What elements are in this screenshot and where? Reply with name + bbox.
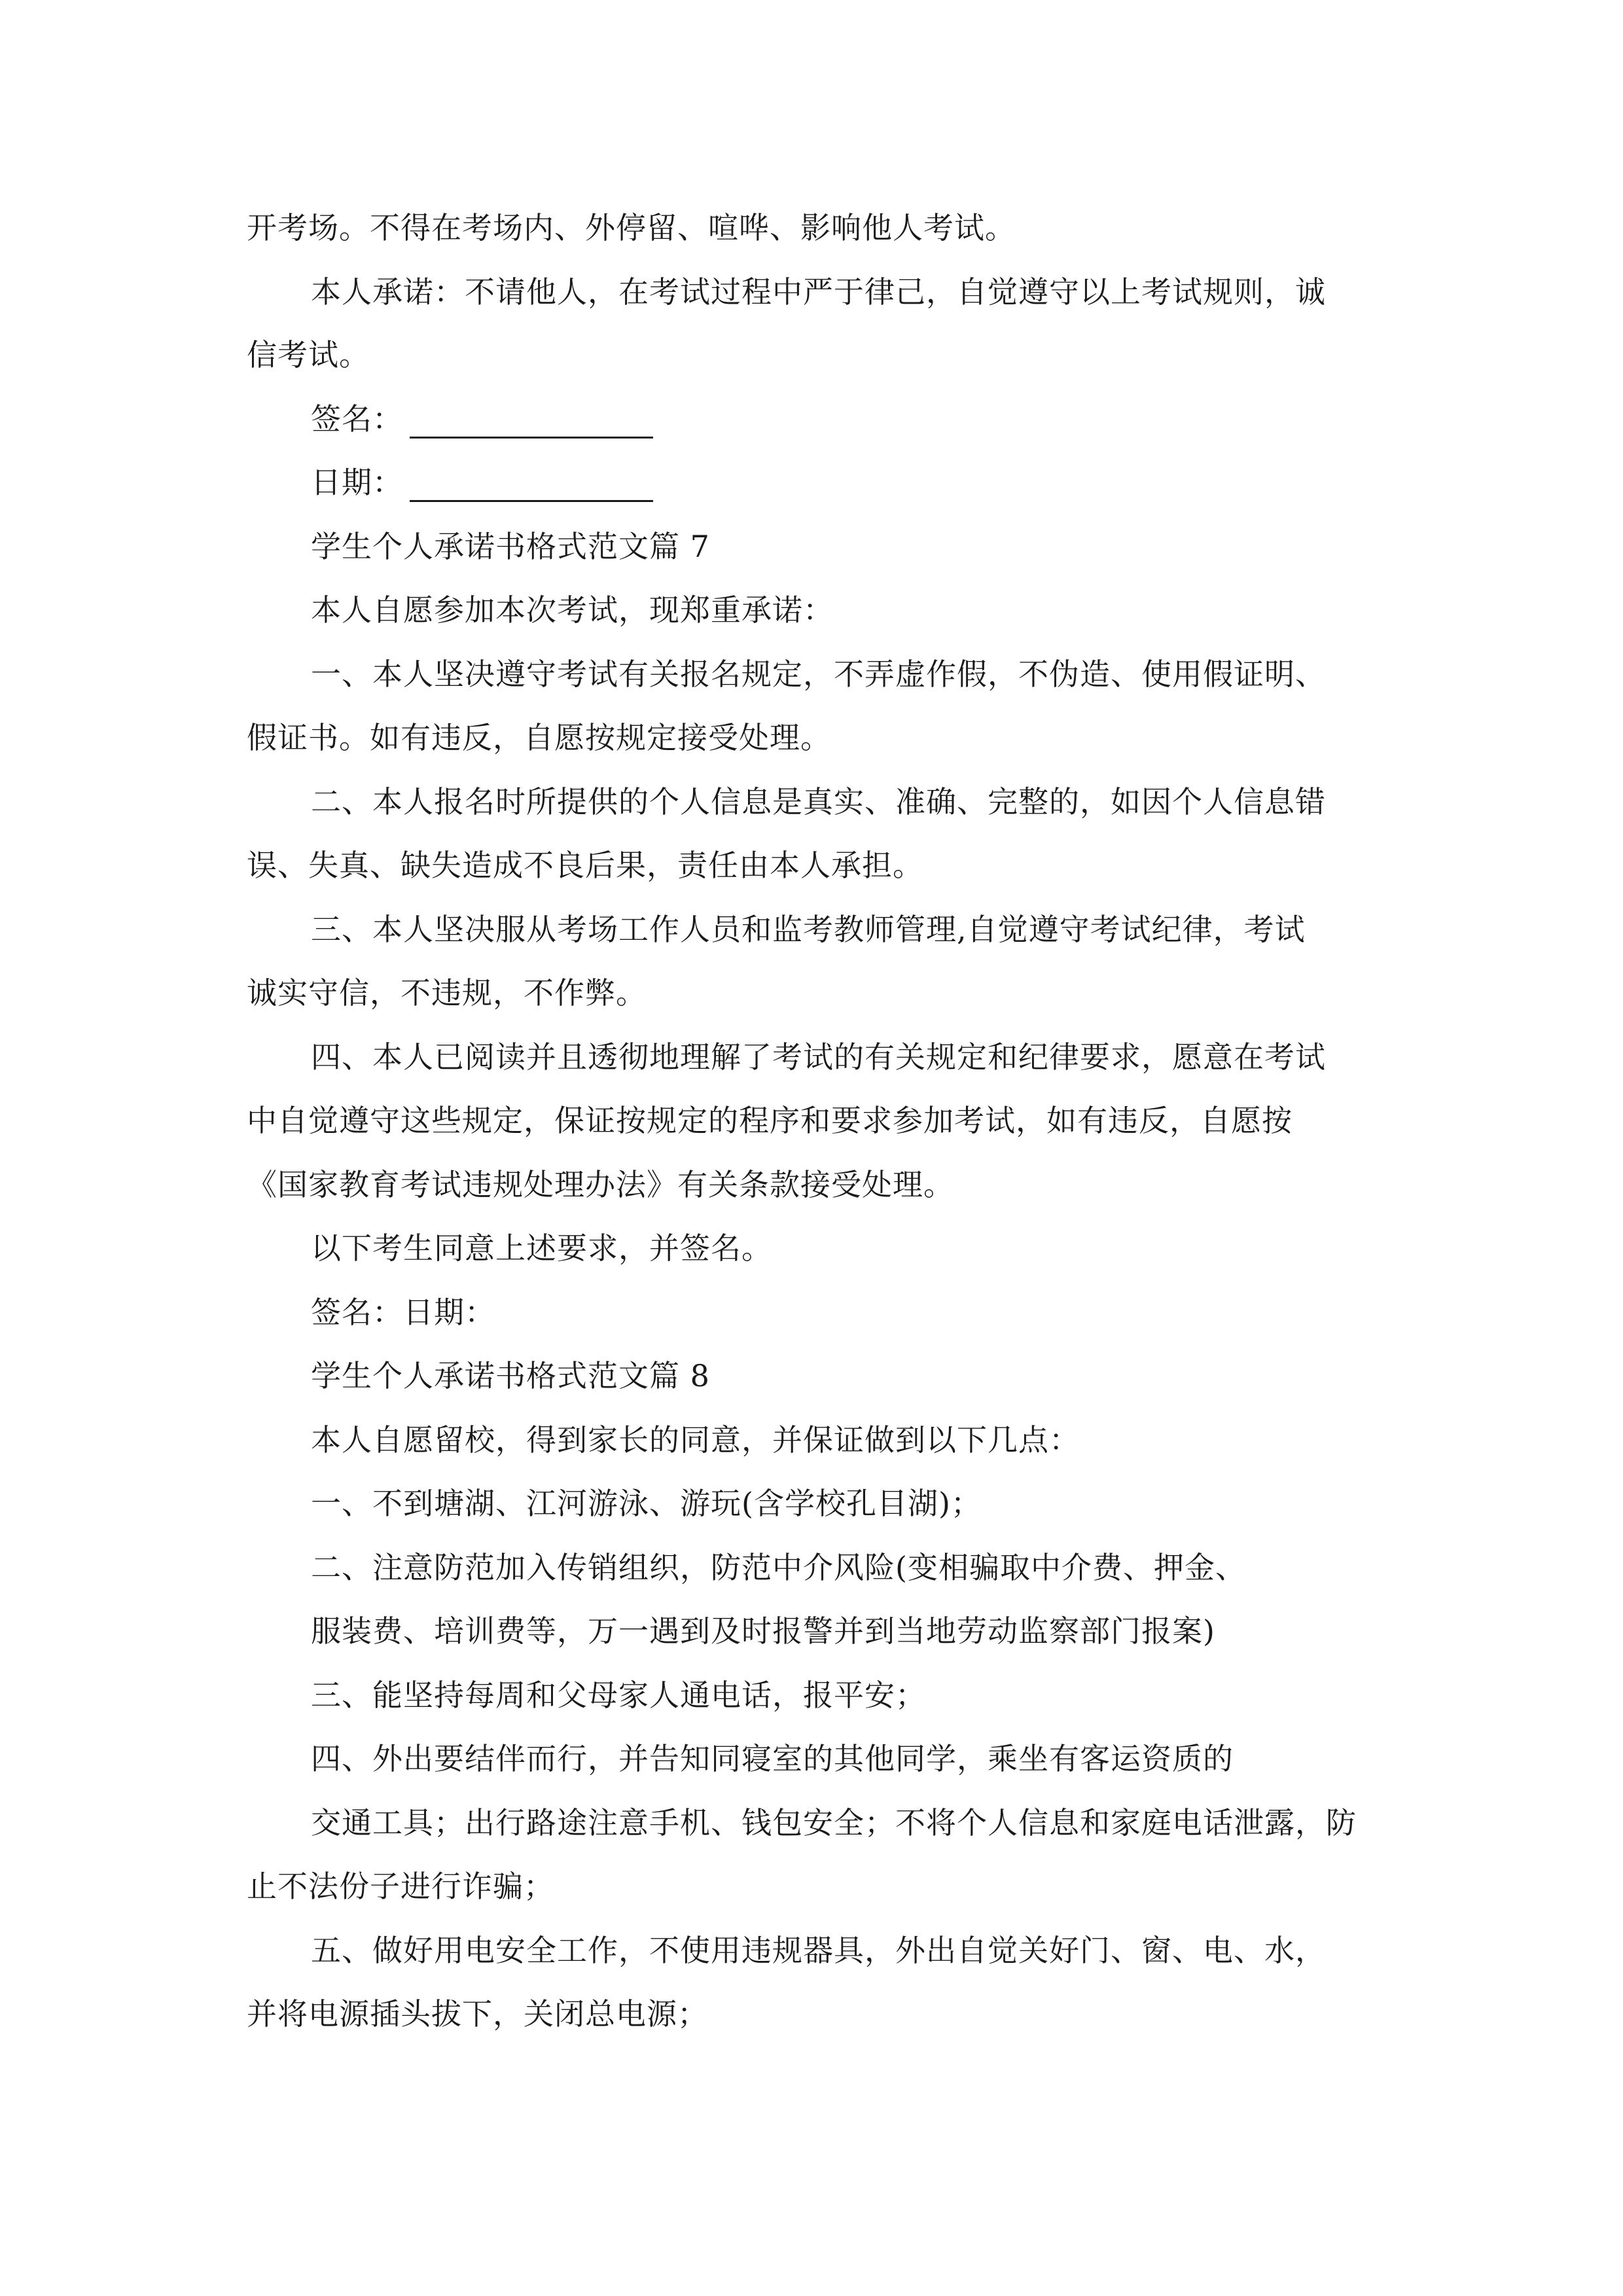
text-line: 诚实守信，不违规，不作弊。 (247, 975, 647, 1011)
text-line: 误、失真、缺失造成不良后果，责任由本人承担。 (247, 848, 923, 883)
text-line: 交通工具；出行路途注意手机、钱包安全；不将个人信息和家庭电话泄露，防 (311, 1805, 1357, 1840)
text-line: 止不法份子进行诈骗； (247, 1869, 554, 1904)
text-line: 二、注意防范加入传销组织，防范中介风险(变相骗取中介费、押金、 (311, 1550, 1246, 1585)
text-line: 本人承诺：不请他人，在考试过程中严于律己，自觉遵守以上考试规则，诚 (311, 274, 1326, 310)
date-blank (410, 476, 653, 502)
text-line: 开考场。不得在考场内、外停留、喧哗、影响他人考试。 (247, 210, 1016, 245)
text-line: 三、能坚持每周和父母家人通电话，报平安； (311, 1677, 926, 1713)
signature-line (311, 399, 653, 439)
date-label: 日期： (311, 465, 403, 500)
text-line: 一、不到塘湖、江河游泳、游玩(含学校孔目湖)； (311, 1486, 982, 1521)
text-line: 五、做好用电安全工作，不使用违规器具，外出自觉关好门、窗、电、水， (311, 1933, 1326, 1968)
text-line: 一、本人坚决遵守考试有关报名规定，不弄虚作假，不伪造、使用假证明、 (311, 656, 1326, 692)
text-line: 服装费、培训费等，万一遇到及时报警并到当地劳动监察部门报案) (311, 1613, 1215, 1649)
section-heading: 学生个人承诺书格式范文篇 7 (311, 529, 710, 564)
text-line: 本人自愿留校，得到家长的同意，并保证做到以下几点： (311, 1422, 1080, 1458)
text-line: 二、本人报名时所提供的个人信息是真实、准确、完整的，如因个人信息错 (311, 784, 1326, 819)
date-line (311, 463, 653, 502)
text-line: 三、本人坚决服从考场工作人员和监考教师管理,自觉遵守考试纪律，考试 (311, 912, 1306, 947)
text-line: 四、本人已阅读并且透彻地理解了考试的有关规定和纪律要求，愿意在考试 (311, 1039, 1326, 1075)
text-line: 以下考生同意上述要求，并签名。 (311, 1230, 772, 1266)
text-line: 签名：日期： (311, 1295, 495, 1330)
text-line: 信考试。 (247, 337, 370, 372)
text-line: 四、外出要结伴而行，并告知同寝室的其他同学，乘坐有客运资质的 (311, 1741, 1234, 1776)
text-line: 假证书。如有违反，自愿按规定接受处理。 (247, 720, 831, 755)
signature-blank (410, 413, 653, 439)
text-line: 《国家教育考试违规处理办法》有关条款接受处理。 (247, 1167, 954, 1202)
signature-label: 签名： (311, 401, 403, 437)
text-line: 并将电源插头拔下，关闭总电源； (247, 1996, 708, 2032)
text-line: 本人自愿参加本次考试，现郑重承诺： (311, 592, 834, 628)
section-heading: 学生个人承诺书格式范文篇 8 (311, 1358, 710, 1393)
text-line: 中自觉遵守这些规定，保证按规定的程序和要求参加考试，如有违反，自愿按 (247, 1103, 1293, 1138)
